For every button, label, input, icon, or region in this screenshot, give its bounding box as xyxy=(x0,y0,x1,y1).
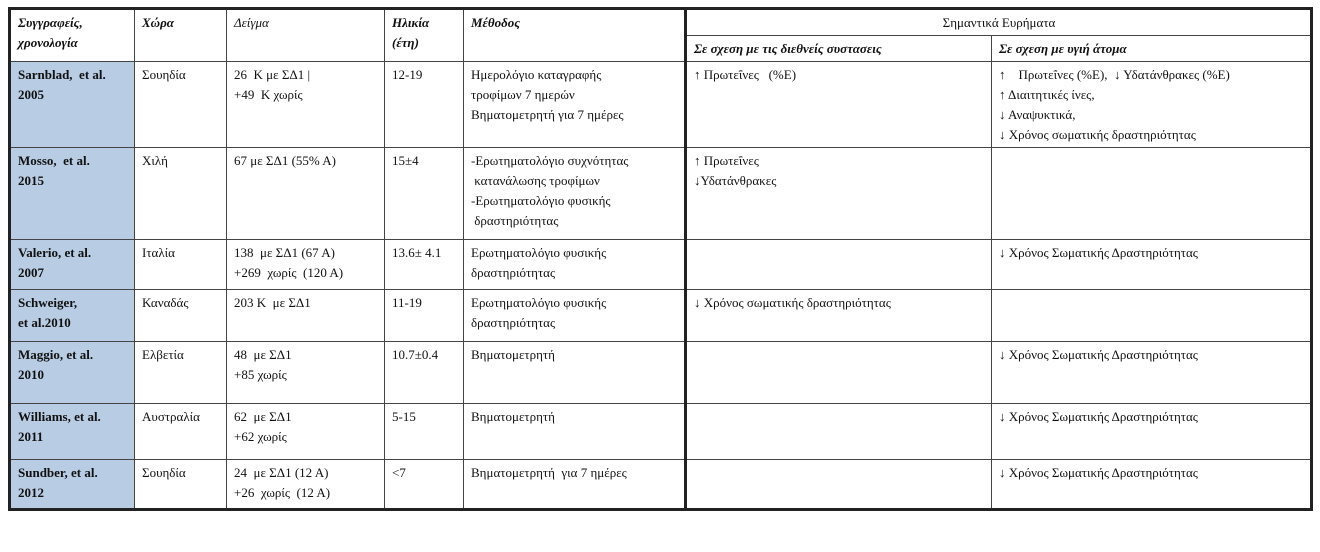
country-cell-line: Καναδάς xyxy=(142,295,189,310)
method-cell xyxy=(464,404,686,460)
sample-cell-line: 48 με ΣΔ1 xyxy=(234,347,292,362)
age-cell-line: 13.6± 4.1 xyxy=(392,245,442,260)
healthy-cell-line: ↓ Χρόνος σωματικής δραστηριότητας xyxy=(999,127,1196,142)
age-cell-line: 11-19 xyxy=(392,295,422,310)
age-cell-line: 15±4 xyxy=(392,153,419,168)
author-cell xyxy=(10,342,135,404)
method-cell xyxy=(464,62,686,148)
author-cell-line: Maggio, et al. xyxy=(18,347,94,362)
table-row xyxy=(10,290,1312,342)
author-cell xyxy=(10,290,135,342)
sample-cell xyxy=(227,404,385,460)
recommendations-cell xyxy=(686,62,992,148)
table-row xyxy=(10,460,1312,510)
method-cell xyxy=(464,342,686,404)
recommendations-cell xyxy=(686,342,992,404)
author-cell-line: Sarnblad, et al. xyxy=(18,67,106,82)
author-cell-line: et al.2010 xyxy=(18,315,71,330)
author-cell-line: 2015 xyxy=(18,173,44,188)
age-cell xyxy=(385,148,464,240)
country-cell-line: Αυστραλία xyxy=(142,409,200,424)
method-cell-line: Βηματομετρητή xyxy=(471,409,555,424)
age-cell-line: 10.7±0.4 xyxy=(392,347,439,362)
sample-cell xyxy=(227,290,385,342)
age-cell-line: 12-19 xyxy=(392,67,423,82)
age-cell-line: 5-15 xyxy=(392,409,416,424)
header-sample: Δείγμα xyxy=(227,9,385,62)
country-cell-line: Σουηδία xyxy=(142,67,186,82)
sample-cell-line: +26 χωρίς (12 Α) xyxy=(234,485,331,500)
method-cell-line: Ερωτηματολόγιο φυσικής xyxy=(471,245,607,260)
method-cell-line: κατανάλωσης τροφίμων xyxy=(471,173,600,188)
country-cell-line: Σουηδία xyxy=(142,465,186,480)
author-cell xyxy=(10,404,135,460)
age-cell xyxy=(385,290,464,342)
method-cell-line: τροφίμων 7 ημερών xyxy=(471,87,575,102)
country-cell xyxy=(135,62,227,148)
age-cell-line: <7 xyxy=(392,465,406,480)
author-cell-line: 2005 xyxy=(18,87,44,102)
healthy-cell-line: ↑ Πρωτεΐνες (%Ε), ↓ Υδατάνθρακες (%Ε) xyxy=(999,67,1230,82)
country-cell xyxy=(135,404,227,460)
header-vs-recommendations: Σε σχεση με τις διεθνείς συστασεις xyxy=(686,36,992,62)
method-cell xyxy=(464,290,686,342)
method-cell-line: Ημερολόγιο καταγραφής xyxy=(471,67,602,82)
author-cell-line: Mosso, et al. xyxy=(18,153,90,168)
recommendations-cell-line: ↓ Χρόνος σωματικής δραστηριότητας xyxy=(694,295,891,310)
method-cell-line: -Ερωτηματολόγιο φυσικής xyxy=(471,193,611,208)
header-findings: Σημαντικά Ευρήματα xyxy=(686,9,1312,36)
method-cell xyxy=(464,460,686,510)
sample-cell-line: 67 με ΣΔ1 (55% Α) xyxy=(234,153,337,168)
table-row xyxy=(10,342,1312,404)
country-cell xyxy=(135,460,227,510)
method-cell xyxy=(464,148,686,240)
country-cell xyxy=(135,240,227,290)
healthy-cell-line: ↓ Χρόνος Σωματικής Δραστηριότητας xyxy=(999,465,1198,480)
author-cell-line: 2011 xyxy=(18,429,44,444)
healthy-cell xyxy=(992,62,1312,148)
sample-cell-line: 138 με ΣΔ1 (67 Α) xyxy=(234,245,335,260)
sample-cell xyxy=(227,460,385,510)
sample-cell xyxy=(227,148,385,240)
sample-cell-line: +49 Κ χωρίς xyxy=(234,87,303,102)
author-cell xyxy=(10,460,135,510)
healthy-cell xyxy=(992,342,1312,404)
header-row xyxy=(10,9,1312,36)
recommendations-cell-line: ↑ Πρωτεΐνες (%Ε) xyxy=(694,67,797,82)
sample-cell xyxy=(227,62,385,148)
healthy-cell xyxy=(992,148,1312,240)
header-authors: Συγγραφείς, χρονολογία xyxy=(10,9,135,62)
recommendations-cell xyxy=(686,148,992,240)
sample-cell-line: 203 Κ με ΣΔ1 xyxy=(234,295,311,310)
author-cell xyxy=(10,240,135,290)
recommendations-cell xyxy=(686,404,992,460)
studies-table xyxy=(8,7,1313,511)
healthy-cell-line: ↑ Διαιτητικές ίνες, xyxy=(999,87,1095,102)
sample-cell-line: +269 χωρίς (120 Α) xyxy=(234,265,344,280)
country-cell-line: Χιλή xyxy=(142,153,168,168)
age-cell xyxy=(385,342,464,404)
recommendations-cell xyxy=(686,240,992,290)
country-cell xyxy=(135,148,227,240)
table-row xyxy=(10,148,1312,240)
healthy-cell-line: ↓ Χρόνος Σωματικής Δραστηριότητας xyxy=(999,409,1198,424)
table-row xyxy=(10,62,1312,148)
sample-cell-line: 26 Κ με ΣΔ1 | xyxy=(234,67,311,82)
recommendations-cell-line: ↓Υδατάνθρακες xyxy=(694,173,777,188)
method-cell-line: Βηματομετρητή xyxy=(471,347,555,362)
sample-cell-line: +62 χωρίς xyxy=(234,429,287,444)
method-cell-line: δραστηριότητας xyxy=(471,315,556,330)
author-cell xyxy=(10,148,135,240)
method-cell xyxy=(464,240,686,290)
healthy-cell-line: ↓ Αναψυκτικά, xyxy=(999,107,1076,122)
header-age: Ηλικία (έτη) xyxy=(385,9,464,62)
header-vs-healthy: Σε σχεση με υγιή άτομα xyxy=(992,36,1312,62)
method-cell-line: Βηματομετρητή για 7 ημέρες xyxy=(471,465,627,480)
country-cell-line: Ιταλία xyxy=(142,245,175,260)
healthy-cell-line: ↓ Χρόνος Σωματικής Δραστηριότητας xyxy=(999,245,1198,260)
header-country: Χώρα xyxy=(135,9,227,62)
method-cell-line: δραστηριότητας xyxy=(471,265,556,280)
author-cell xyxy=(10,62,135,148)
sample-cell xyxy=(227,342,385,404)
age-cell xyxy=(385,460,464,510)
method-cell-line: δραστηριότητας xyxy=(471,213,559,228)
sample-cell-line: 24 με ΣΔ1 (12 Α) xyxy=(234,465,329,480)
author-cell-line: 2012 xyxy=(18,485,44,500)
author-cell-line: 2007 xyxy=(18,265,44,280)
sample-cell xyxy=(227,240,385,290)
country-cell xyxy=(135,290,227,342)
sample-cell-line: +85 χωρίς xyxy=(234,367,287,382)
table-row xyxy=(10,240,1312,290)
healthy-cell xyxy=(992,404,1312,460)
healthy-cell xyxy=(992,460,1312,510)
recommendations-cell-line: ↑ Πρωτεΐνες xyxy=(694,153,759,168)
healthy-cell-line: ↓ Χρόνος Σωματικής Δραστηριότητας xyxy=(999,347,1198,362)
author-cell-line: 2010 xyxy=(18,367,44,382)
country-cell xyxy=(135,342,227,404)
header-method: Μέθοδος xyxy=(464,9,686,62)
recommendations-cell xyxy=(686,460,992,510)
author-cell-line: Sundber, et al. xyxy=(18,465,98,480)
method-cell-line: Ερωτηματολόγιο φυσικής xyxy=(471,295,607,310)
healthy-cell xyxy=(992,240,1312,290)
age-cell xyxy=(385,240,464,290)
author-cell-line: Schweiger, xyxy=(18,295,78,310)
age-cell xyxy=(385,62,464,148)
method-cell-line: -Ερωτηματολόγιο συχνότητας xyxy=(471,153,629,168)
age-cell xyxy=(385,404,464,460)
table-row xyxy=(10,404,1312,460)
recommendations-cell xyxy=(686,290,992,342)
healthy-cell xyxy=(992,290,1312,342)
sample-cell-line: 62 με ΣΔ1 xyxy=(234,409,292,424)
author-cell-line: Valerio, et al. xyxy=(18,245,92,260)
country-cell-line: Ελβετία xyxy=(142,347,184,362)
method-cell-line: Βηματομετρητή για 7 ημέρες xyxy=(471,107,624,122)
author-cell-line: Williams, et al. xyxy=(18,409,101,424)
